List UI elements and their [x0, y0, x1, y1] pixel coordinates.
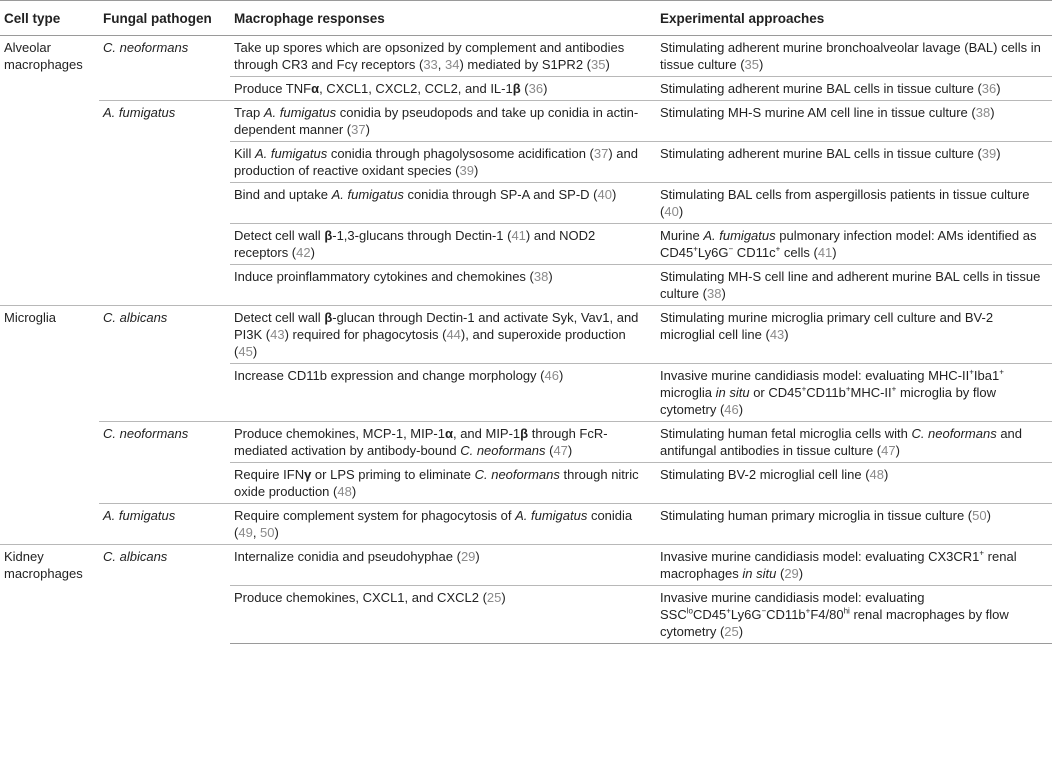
reference-link: 36 — [981, 81, 997, 96]
text-segment: ( — [520, 81, 529, 96]
text-segment: Iba1 — [973, 368, 1000, 383]
reference-link: 41 — [817, 245, 833, 260]
reference-link: 25 — [486, 590, 502, 605]
text-segment: Trap — [234, 105, 264, 120]
text-segment: , — [252, 525, 261, 540]
superscript: + — [726, 606, 731, 616]
text-segment: -1,3-glucans through Dectin-1 ( — [332, 228, 512, 243]
reference-link: 42 — [296, 245, 311, 260]
text-segment: Invasive murine candidiasis model: evaluating MHC-II — [660, 368, 970, 383]
pathogen-name: C. neoformans — [103, 426, 189, 441]
text-segment: Produce chemokines, CXCL1, and CXCL2 ( — [234, 590, 487, 605]
approach-cell — [656, 36, 1052, 77]
reference-link: 36 — [528, 81, 544, 96]
approach-cell — [656, 306, 1052, 364]
text-segment: Detect cell wall — [234, 228, 325, 243]
italic-term: A. fumigatus — [703, 228, 776, 243]
text-segment: ) — [310, 245, 315, 260]
text-segment: ) — [884, 467, 889, 482]
text-segment: Bind and uptake — [234, 187, 332, 202]
reference-link: 35 — [744, 57, 760, 72]
cell-type-kidney: Kidney macrophages — [0, 545, 99, 644]
reference-link: 34 — [445, 57, 460, 72]
text-segment: pulmonary infection model: AMs identified as CD45 — [660, 228, 1037, 260]
text-segment: through nitric oxide production ( — [234, 467, 639, 499]
text-segment: or CD45 — [749, 385, 802, 400]
text-segment: Stimulating adherent murine bronchoalveolar lavage (BAL) cells in tissue culture ( — [660, 40, 1041, 72]
greek-symbol: α — [444, 426, 453, 441]
pathogen-cell — [99, 36, 230, 101]
italic-term: C. neoformans — [460, 443, 546, 458]
text-segment: Stimulating human primary microglia in tissue culture ( — [660, 508, 973, 523]
reference-link: 33 — [423, 57, 438, 72]
text-segment: Increase CD11b expression and change morphology ( — [234, 368, 545, 383]
greek-symbol: γ — [304, 467, 312, 482]
table-row — [0, 36, 1052, 77]
text-segment: Invasive murine candidiasis model: evaluating SSC — [660, 590, 925, 622]
italic-term: A. fumigatus — [254, 146, 328, 161]
text-segment: ) — [832, 245, 837, 260]
header-experimental-approaches: Experimental approaches — [656, 1, 1052, 36]
text-segment: Detect cell wall — [234, 310, 325, 325]
response-cell — [230, 545, 656, 586]
italic-term: A. fumigatus — [331, 187, 404, 202]
reference-link: 44 — [446, 327, 461, 342]
approach-cell — [656, 504, 1052, 545]
reference-link: 39 — [459, 163, 474, 178]
italic-term: A. fumigatus — [263, 105, 337, 120]
table-row — [0, 545, 1052, 586]
superscript: + — [845, 384, 851, 394]
pathogen-name: C. albicans — [103, 549, 168, 564]
superscript: hi — [843, 606, 850, 616]
text-segment: ) — [501, 590, 506, 605]
text-segment: ), and superoxide production ( — [234, 327, 626, 359]
header-macrophage-responses: Macrophage responses — [230, 1, 656, 36]
table-row — [0, 504, 1052, 545]
superscript: + — [979, 548, 985, 558]
reference-link: 50 — [972, 508, 987, 523]
text-segment: Require IFN — [234, 467, 305, 482]
text-segment: through FcR-mediated activation by antibody-bound — [234, 426, 608, 458]
pathogen-name: A. fumigatus — [103, 105, 176, 120]
reference-link: 47 — [881, 443, 896, 458]
superscript: + — [969, 367, 974, 377]
pathogen-cell — [99, 422, 230, 504]
reference-link: 38 — [975, 105, 991, 120]
text-segment: or LPS priming to eliminate — [311, 467, 475, 482]
text-segment: renal macrophages — [660, 549, 1017, 581]
text-segment: Stimulating BAL cells from aspergillosis patients in tissue culture ( — [660, 187, 1030, 219]
text-segment: Murine — [660, 228, 704, 243]
text-segment: ) — [986, 508, 991, 523]
text-segment: Produce TNF — [234, 81, 312, 96]
text-segment: CD11b — [806, 385, 846, 400]
pathogen-cell — [99, 101, 230, 306]
pathogen-cell — [99, 545, 230, 644]
response-cell — [230, 142, 656, 183]
text-segment: ) — [567, 443, 573, 458]
text-segment: , — [437, 57, 446, 72]
response-cell — [230, 586, 656, 644]
text-segment: Internalize conidia and pseudohyphae ( — [234, 549, 461, 564]
text-segment: -glucan through Dectin-1 and activate Syk, Vav1, and PI3K ( — [234, 310, 639, 342]
reference-link: 40 — [597, 187, 612, 202]
reference-link: 45 — [238, 344, 253, 359]
text-segment: F4/80 — [810, 607, 844, 622]
text-segment: ) — [548, 269, 553, 284]
text-segment: and antifungal antibodies in tissue culture ( — [660, 426, 1023, 458]
approach-cell — [656, 77, 1052, 101]
greek-symbol: β — [324, 228, 333, 243]
response-cell — [230, 306, 656, 364]
text-segment: ) — [721, 286, 726, 301]
response-cell — [230, 422, 656, 463]
text-segment: , and MIP-1 — [452, 426, 521, 441]
approach-cell — [656, 183, 1052, 224]
reference-link: 48 — [337, 484, 352, 499]
text-segment: ) — [611, 187, 617, 202]
response-cell — [230, 77, 656, 101]
text-segment: Induce proinflammatory cytokines and chemokines ( — [234, 269, 534, 284]
response-cell — [230, 463, 656, 504]
greek-symbol: β — [324, 310, 333, 325]
header-row — [0, 1, 1052, 36]
reference-link: 38 — [706, 286, 722, 301]
superscript: + — [999, 367, 1004, 377]
text-segment: ) required for phagocytosis ( — [284, 327, 447, 342]
text-segment: microglia by flow cytometry ( — [660, 385, 997, 417]
reference-link: 38 — [533, 269, 549, 284]
table-row — [0, 306, 1052, 364]
reference-link: 29 — [460, 549, 476, 564]
approach-cell — [656, 422, 1052, 463]
reference-link: 41 — [511, 228, 526, 243]
italic-term: in situ — [742, 566, 777, 581]
text-segment: ) — [990, 105, 995, 120]
superscript: + — [891, 384, 897, 394]
response-cell — [230, 36, 656, 77]
text-segment: conidia ( — [234, 508, 633, 540]
text-segment: ) — [798, 566, 804, 581]
text-segment: Stimulating human fetal microglia cells with — [660, 426, 912, 441]
greek-symbol: α — [311, 81, 320, 96]
cell-type-microglia: Microglia — [0, 306, 99, 545]
superscript: − — [728, 244, 734, 254]
text-segment: CD11c — [733, 245, 776, 260]
approach-cell — [656, 265, 1052, 306]
text-segment: ( — [776, 566, 785, 581]
text-segment: ) — [475, 549, 480, 564]
text-segment: ) — [274, 525, 279, 540]
text-segment: ) — [605, 57, 610, 72]
approach-cell — [656, 586, 1052, 644]
text-segment: ) — [351, 484, 357, 499]
text-segment: ) — [996, 81, 1001, 96]
text-segment: ) — [543, 81, 548, 96]
text-segment: ) and NOD2 receptors ( — [234, 228, 596, 260]
response-cell — [230, 224, 656, 265]
greek-symbol: β — [512, 81, 521, 96]
text-segment: Stimulating MH-S cell line and adherent murine BAL cells in tissue culture ( — [660, 269, 1041, 301]
table-row — [0, 101, 1052, 142]
approach-cell — [656, 142, 1052, 183]
approach-cell — [656, 463, 1052, 504]
reference-link: 35 — [591, 57, 606, 72]
text-segment: Stimulating adherent murine BAL cells in tissue culture ( — [660, 81, 982, 96]
superscript: + — [693, 244, 698, 254]
reference-link: 46 — [544, 368, 559, 383]
text-segment: ) — [473, 163, 479, 178]
superscript: + — [801, 384, 807, 394]
text-segment: ( — [545, 443, 554, 458]
reference-link: 25 — [724, 624, 739, 639]
pathogen-cell — [99, 306, 230, 422]
text-segment: ) mediated by S1PR2 ( — [459, 57, 591, 72]
text-segment: Produce chemokines, MCP-1, MIP-1 — [234, 426, 445, 441]
text-segment: MHC-II — [850, 385, 892, 400]
superscript: lo — [686, 606, 693, 616]
text-segment: ) — [252, 344, 258, 359]
text-segment: CD45 — [692, 607, 727, 622]
approach-cell — [656, 224, 1052, 265]
cell-type-alveolar: Alveolar macrophages — [4, 40, 83, 72]
text-segment: Take up spores which are opsonized by complement and antibodies through CR3 and Fcγ receptors ( — [234, 40, 625, 72]
text-segment: ) — [558, 368, 564, 383]
text-segment: ) — [738, 624, 744, 639]
reference-link: 48 — [869, 467, 884, 482]
text-segment: conidia by pseudopods and take up conidia in actin-dependent manner ( — [234, 105, 639, 137]
text-segment: Ly6G — [697, 245, 729, 260]
header-fungal-pathogen: Fungal pathogen — [99, 1, 230, 36]
response-cell — [230, 183, 656, 224]
pathogen-name: C. neoformans — [103, 40, 189, 55]
reference-link: 43 — [769, 327, 785, 342]
italic-term: in situ — [715, 385, 750, 400]
text-segment: Stimulating murine microglia primary cell culture and BV-2 microglial cell line ( — [660, 310, 994, 342]
approach-cell — [656, 101, 1052, 142]
italic-term: C. neoformans — [911, 426, 997, 441]
reference-link: 40 — [664, 204, 679, 219]
text-segment: ) — [996, 146, 1001, 161]
text-segment: microglia — [660, 385, 716, 400]
response-cell — [230, 101, 656, 142]
text-segment: ) — [365, 122, 370, 137]
text-segment: ) — [678, 204, 684, 219]
reference-link: 37 — [593, 146, 609, 161]
pathogen-name: A. fumigatus — [103, 508, 176, 523]
text-segment: Stimulating adherent murine BAL cells in tissue culture ( — [660, 146, 982, 161]
text-segment: ) — [759, 57, 764, 72]
text-segment: conidia through phagolysosome acidification ( — [327, 146, 594, 161]
text-segment: conidia through SP-A and SP-D ( — [403, 187, 598, 202]
text-segment: Stimulating BV-2 microglial cell line ( — [660, 467, 870, 482]
text-segment: cells ( — [780, 245, 818, 260]
text-segment: ) — [738, 402, 744, 417]
superscript: − — [761, 606, 767, 616]
reference-link: 29 — [784, 566, 799, 581]
table-row — [0, 422, 1052, 463]
reference-link: 37 — [351, 122, 366, 137]
reference-link: 49 — [238, 525, 253, 540]
italic-term: A. fumigatus — [515, 508, 588, 523]
text-segment: ) — [895, 443, 900, 458]
italic-term: C. neoformans — [474, 467, 560, 482]
text-segment: Ly6G — [730, 607, 762, 622]
text-segment: ) and production of reactive oxidant species ( — [234, 146, 638, 178]
pathogen-cell — [99, 504, 230, 545]
reference-link: 50 — [260, 525, 275, 540]
text-segment: ) — [784, 327, 789, 342]
approach-cell — [656, 545, 1052, 586]
response-cell — [230, 265, 656, 306]
text-segment: Kill — [234, 146, 255, 161]
response-cell — [230, 504, 656, 545]
reference-link: 43 — [270, 327, 285, 342]
pathogen-name: C. albicans — [103, 310, 168, 325]
text-segment: Invasive murine candidiasis model: evaluating CX3CR1 — [660, 549, 980, 564]
reference-link: 47 — [553, 443, 568, 458]
text-segment: CD11b — [766, 607, 806, 622]
text-segment: renal macrophages by flow cytometry ( — [660, 607, 1009, 639]
header-cell-type: Cell type — [0, 1, 99, 36]
text-segment: , CXCL1, CXCL2, CCL2, and IL-1 — [319, 81, 513, 96]
approach-cell — [656, 364, 1052, 422]
reference-link: 39 — [981, 146, 997, 161]
superscript: + — [805, 606, 811, 616]
reference-link: 46 — [724, 402, 739, 417]
text-segment: Stimulating MH-S murine AM cell line in tissue culture ( — [660, 105, 976, 120]
superscript: + — [775, 244, 781, 254]
response-cell — [230, 364, 656, 422]
greek-symbol: β — [520, 426, 529, 441]
text-segment: Require complement system for phagocytosis of — [234, 508, 516, 523]
